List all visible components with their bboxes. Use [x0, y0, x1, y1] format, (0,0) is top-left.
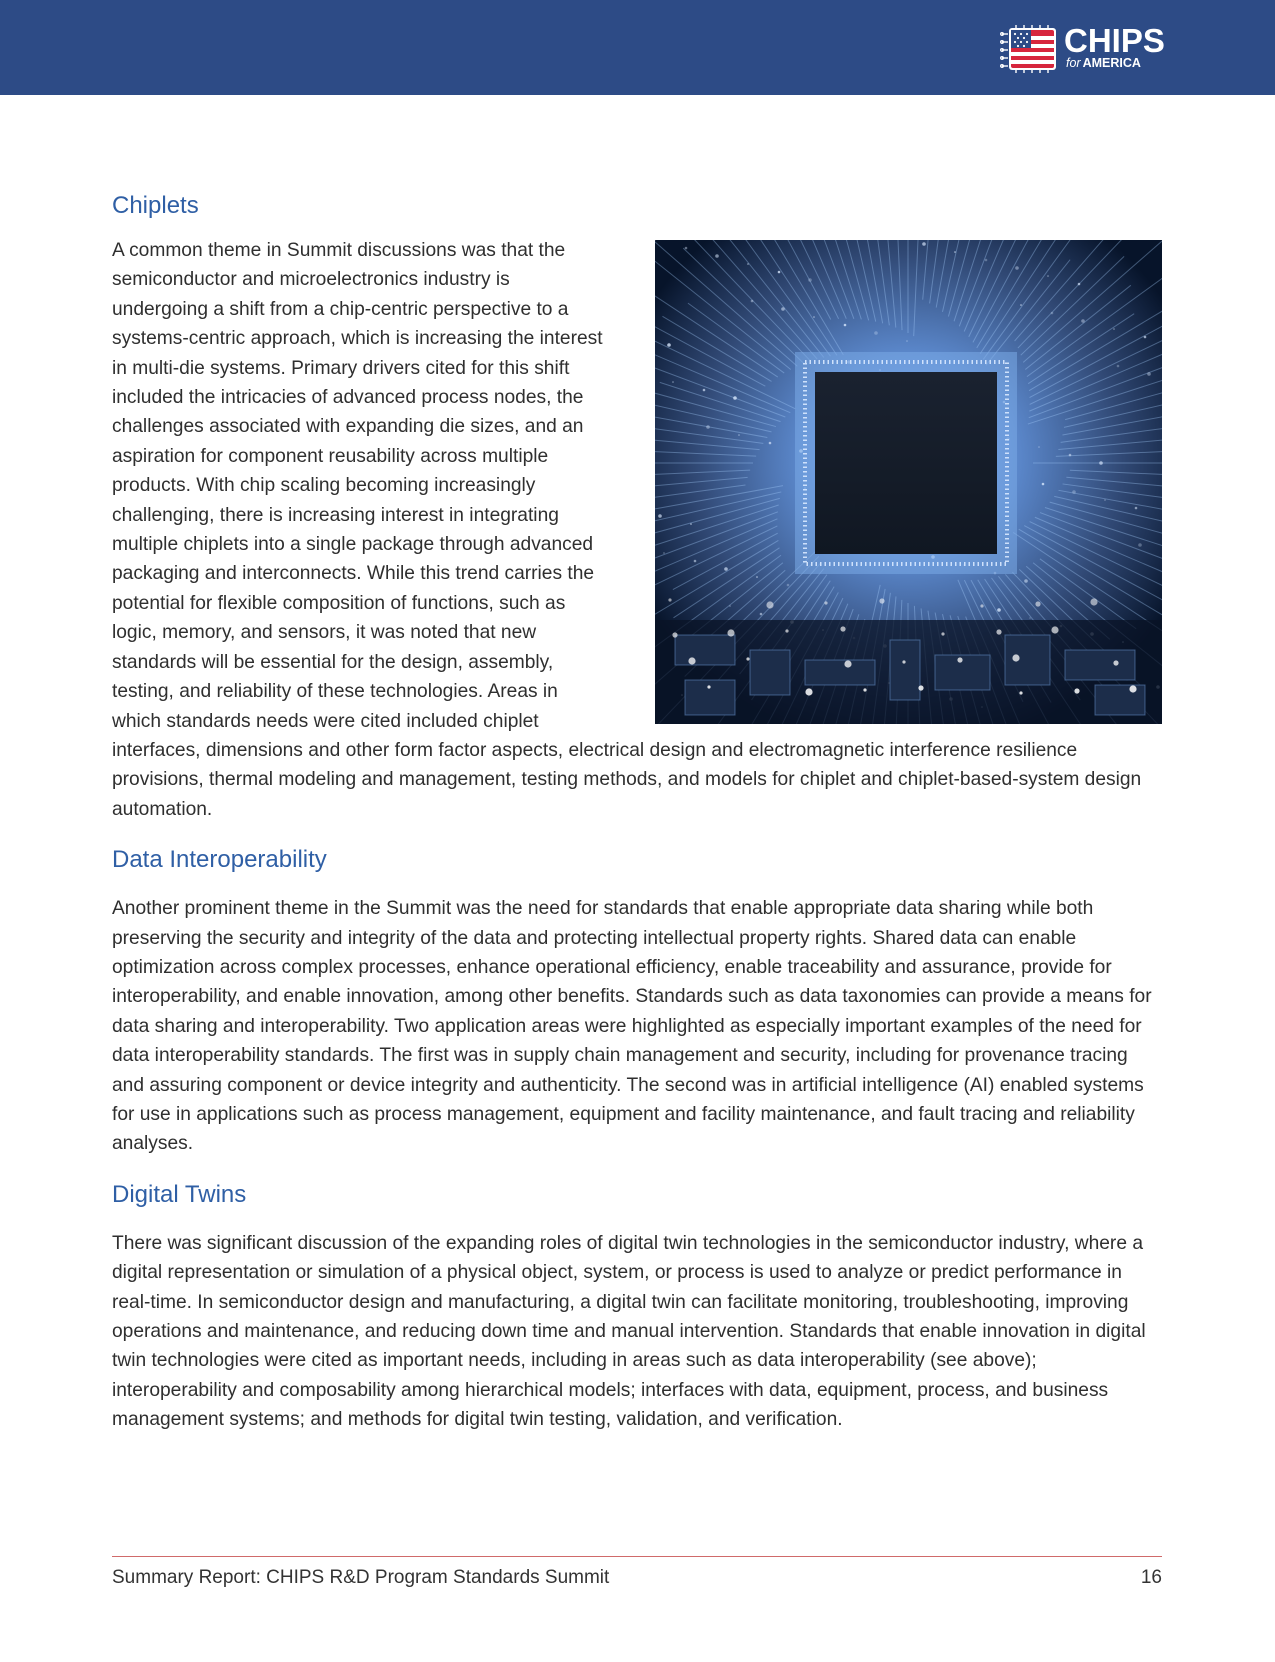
light-dot — [724, 567, 728, 571]
light-spark — [805, 688, 812, 695]
light-dot — [874, 331, 878, 335]
light-dot — [1135, 507, 1138, 510]
light-dot — [1147, 372, 1151, 376]
light-spark — [902, 660, 905, 663]
light-spark — [980, 604, 983, 607]
board-component — [1065, 650, 1135, 680]
light-dot — [756, 576, 758, 578]
footer-title: Summary Report: CHIPS R&D Program Standards Summit — [112, 1567, 610, 1588]
light-dot — [667, 343, 671, 347]
light-dot — [813, 316, 815, 318]
light-spark — [1051, 626, 1058, 633]
section-chiplets — [112, 190, 1162, 824]
board-component — [1005, 635, 1050, 685]
light-dot — [729, 605, 731, 607]
board-component — [675, 635, 735, 665]
light-dot — [1099, 461, 1103, 465]
light-dot — [738, 434, 740, 436]
page-number: 16 — [1140, 1567, 1162, 1588]
logo-chips-text: CHIPS — [1064, 22, 1165, 59]
paragraph-chiplets: A common theme in Summit discussions was that the semiconductor and microelectronics industry is undergoing a shift from a chip-centric perspective to a systems-centric approach, which is increasing the interest in multi-die systems. Primary drivers cited for this shift included the intricacies of advanced process nodes, the challenges associated with expanding die sizes, and an aspiration for component reusability across multiple products. With chip scaling becoming increasingly challenging, there is increasing interest in integrating multiple chiplets into a single package through advanced packaging and interconnects. While this trend carries the potential for flexible composition of functions, such as logic, memory, and sensors, it was noted that new standards will be essential for the design, assembly, testing, and reliability of these technologies. Areas in which standards needs were cited included chiplet interfaces, dimensions and other form factor aspects, electrical design and electromagnetic interference resilience provisions, thermal modeling and management, testing methods, and models for chiplet and chiplet-based-system design automation. — [112, 240, 1142, 820]
light-dot — [685, 247, 688, 250]
heading-data-interoperability: Data Interoperability — [112, 846, 327, 874]
light-spark — [1019, 691, 1022, 694]
light-dot — [1024, 579, 1028, 583]
section-data-interoperability — [112, 844, 1162, 1159]
light-dot — [781, 307, 785, 311]
flag-chip-icon — [1000, 24, 1058, 74]
light-dot — [1015, 266, 1019, 270]
light-dot — [715, 254, 719, 258]
heading-chiplets: Chiplets — [112, 192, 199, 219]
logo-subtitle — [1066, 56, 1141, 70]
light-spark — [996, 629, 1001, 634]
light-spark — [1113, 660, 1118, 665]
light-dot — [703, 389, 706, 392]
light-dot — [690, 523, 692, 525]
light-dot — [844, 324, 847, 327]
light-spark — [746, 657, 749, 660]
light-dot — [706, 425, 710, 429]
light-dot — [663, 552, 665, 554]
light-dot — [778, 271, 781, 274]
logo-for-text: for — [1066, 56, 1081, 70]
light-spark — [879, 598, 884, 603]
chip-illustration — [655, 240, 1162, 724]
light-dot — [922, 242, 926, 246]
light-spark — [840, 626, 845, 631]
footer-divider — [112, 1556, 1162, 1557]
light-dot — [1144, 336, 1147, 339]
light-dot — [1078, 283, 1081, 286]
light-dot — [1051, 312, 1054, 315]
chips-for-america-logo — [1000, 22, 1175, 76]
light-dot — [997, 608, 1001, 612]
light-dot — [760, 613, 763, 616]
light-spark — [707, 685, 710, 688]
light-dot — [1029, 617, 1031, 619]
light-spark — [941, 632, 944, 635]
light-dot — [1072, 490, 1076, 494]
heading-digital-twins: Digital Twins — [112, 1180, 247, 1208]
light-spark — [918, 685, 923, 690]
light-dot — [733, 396, 737, 400]
logo-america-text: AMERICA — [1082, 56, 1141, 70]
light-dot — [808, 278, 812, 282]
light-spark — [844, 660, 851, 667]
main-content — [112, 190, 1162, 1435]
light-spark — [1090, 598, 1097, 605]
light-dot — [787, 584, 790, 587]
light-dot — [1113, 328, 1115, 330]
light-dot — [672, 381, 674, 383]
light-dot — [747, 263, 749, 265]
light-spark — [1012, 654, 1019, 661]
chip-circuit-image — [655, 240, 1162, 724]
light-spark — [863, 688, 866, 691]
paragraph-data-interoperability: Another prominent theme in the Summit was the need for standards that enable appropriate data sharing while both preserving the security and integrity of the data and protecting intellectual property rights. Shared data can enable optimization across complex processes, enhance operational efficiency, enable traceability and assurance, provide for interoperability, and enable innovation, among other benefits. Standards such as data taxonomies can provide a means for data sharing and interoperability. Two application areas were highlighted as especially important examples of the need for data interoperability standards. The first was in supply chain management and security, including for provenance tracing and assuring component or device integrity and authenticity. The second was in artificial intelligence (AI) enabled systems for use in applications such as process management, equipment and facility maintenance, and fault tracing and reliability analyses. — [112, 898, 1152, 1155]
light-spark — [1129, 685, 1136, 692]
light-dot — [1117, 365, 1120, 368]
light-spark — [672, 632, 677, 637]
light-spark — [785, 629, 788, 632]
section-digital-twins — [112, 1179, 1162, 1435]
light-dot — [1042, 483, 1045, 486]
board-component — [805, 660, 875, 685]
board-component — [750, 650, 790, 695]
light-spark — [668, 598, 671, 601]
board-component — [1095, 685, 1145, 715]
light-spark — [688, 657, 695, 664]
light-spark — [1074, 688, 1079, 693]
light-dot — [1104, 499, 1106, 501]
light-dot — [1069, 454, 1072, 457]
light-dot — [1020, 304, 1022, 306]
paragraph-digital-twins: There was significant discussion of the expanding roles of digital twin technologies in the semiconductor industry, where a digital representation or simulation of a physical object, system, or process is used to analyze or predict performance in real-time. In semiconductor design and manufacturing, a digital twin can facilitate monitoring, troubleshooting, improving operations and maintenance, and reducing down time and manual intervention. Standards that enable innovation in digital twin technologies were cited as important needs, including in areas such as data interoperability (see above); interoperability and composability among hierarchical models; interfaces with data, equipment, process, and business management systems; and methods for digital twin testing, validation, and verification. — [112, 1232, 1146, 1431]
light-dot — [985, 259, 988, 262]
light-dot — [658, 514, 662, 518]
light-spark — [727, 629, 734, 636]
light-dot — [1081, 319, 1085, 323]
board-component — [890, 640, 920, 700]
header-band — [0, 0, 1275, 95]
light-spark — [1035, 601, 1040, 606]
light-dot — [1138, 543, 1142, 547]
light-spark — [957, 657, 962, 662]
light-dot — [769, 442, 772, 445]
light-spark — [824, 601, 827, 604]
light-dot — [751, 300, 754, 303]
light-dot — [906, 340, 908, 342]
light-dot — [1047, 275, 1049, 277]
board-component — [685, 680, 735, 715]
light-dot — [954, 251, 956, 253]
light-dot — [1038, 446, 1040, 448]
light-dot — [694, 560, 697, 563]
light-spark — [766, 601, 773, 608]
